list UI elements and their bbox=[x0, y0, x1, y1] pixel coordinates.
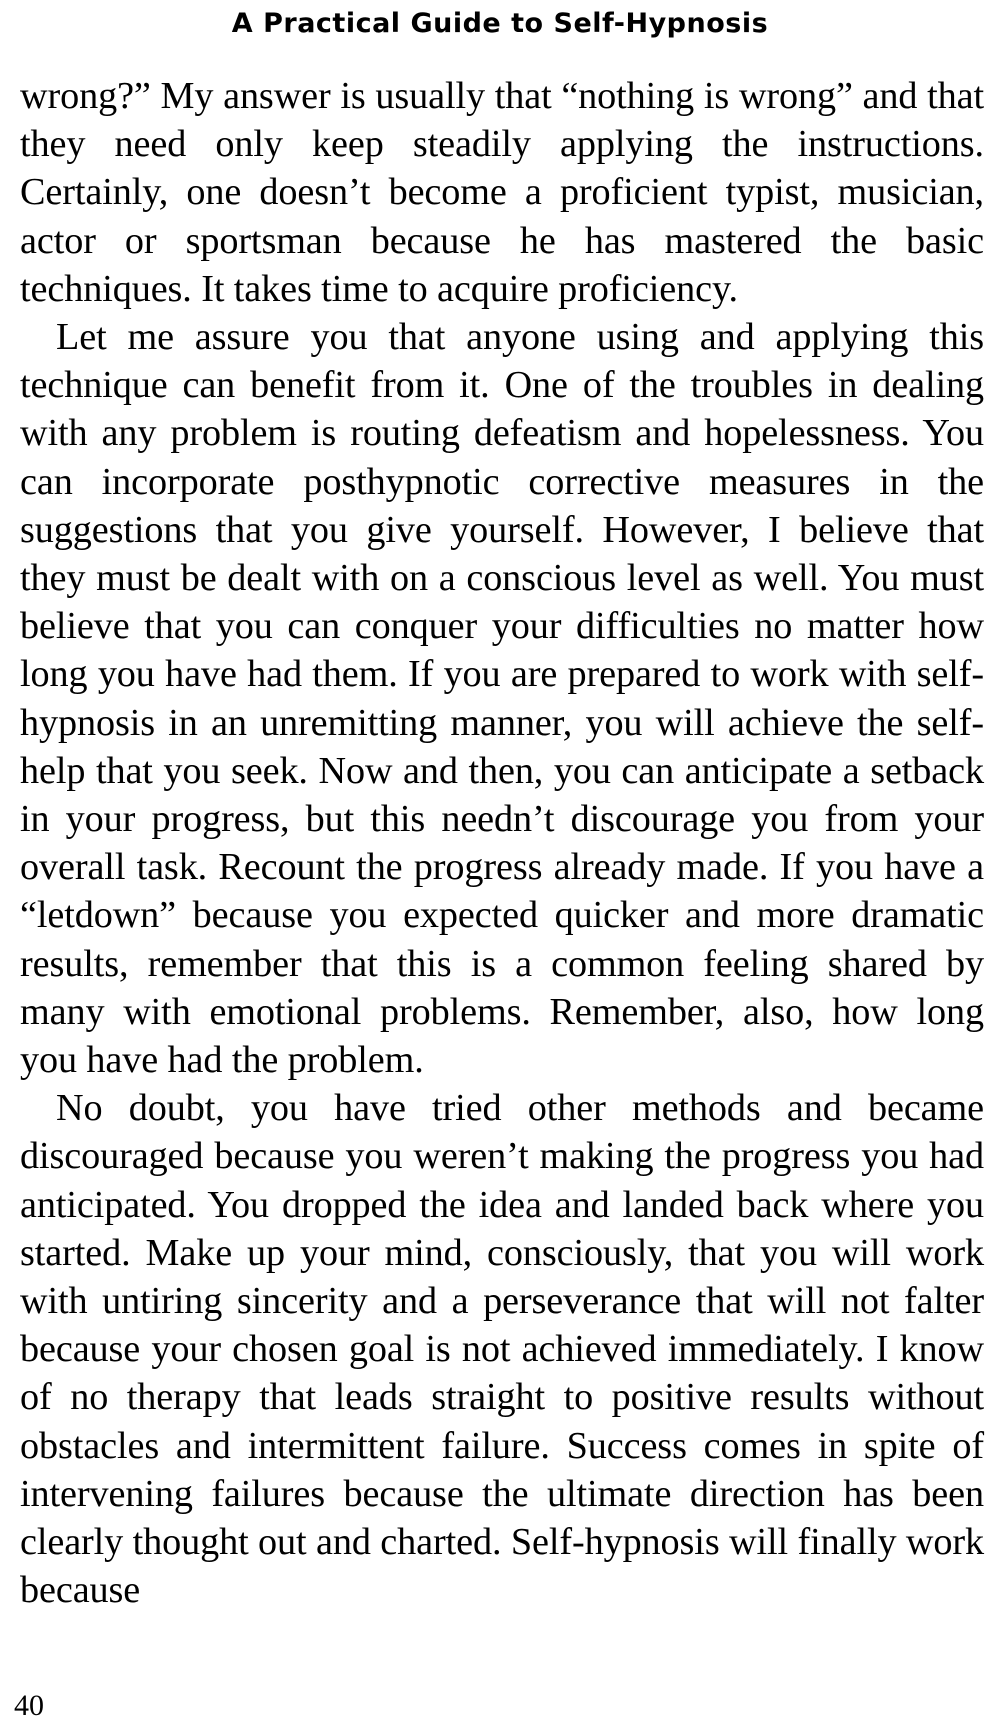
running-head: A Practical Guide to Self-Hypnosis bbox=[231, 8, 769, 39]
paragraph-continued: wrong?” My answer is usually that “nothing is wrong” and that they need only keep steadily applying the instructions. Certainly, one doesn’t become a proficient typist, musician, actor or sportsman because he has mastered the basic techniques. It takes time to acquire proficiency. bbox=[20, 75, 984, 310]
paragraph: No doubt, you have tried other methods and became discouraged because you weren’t making the progress you had anticipated. You dropped the idea and landed back where you started. Make up your mind, consciously, that you will work with untiring sincerity and a perseverance that will not falter because your chosen goal is not achieved immediately. I know of no therapy that leads straight to positive results without obstacles and intermittent failure. Success comes in spite of intervening failures because the ultimate direction has been clearly thought out and charted. Self-hypnosis will finally work because bbox=[20, 1087, 984, 1612]
paragraph: Let me assure you that anyone using and applying this technique can benefit from it. One of the troubles in dealing with any problem is routing defeatism and hopelessness. You can incorporate posthypnotic corrective measures in the suggestions that you give yourself. However, I believe that they must be dealt with on a conscious level as well. You must believe that you can conquer your difficulties no matter how long you have had them. If you are prepared to work with self-hypnosis in an unremitting manner, you will achieve the self-help that you seek. Now and then, you can anticipate a setback in your progress, but this needn’t discourage you from your overall task. Recount the progress already made. If you have a “letdown” because you expected quicker and more dramatic results, remember that this is a common feeling shared by many with emotional problems. Remember, also, how long you have had the problem. bbox=[20, 316, 984, 1082]
page-number: 40 bbox=[14, 1689, 44, 1722]
body-text bbox=[20, 72, 984, 1615]
